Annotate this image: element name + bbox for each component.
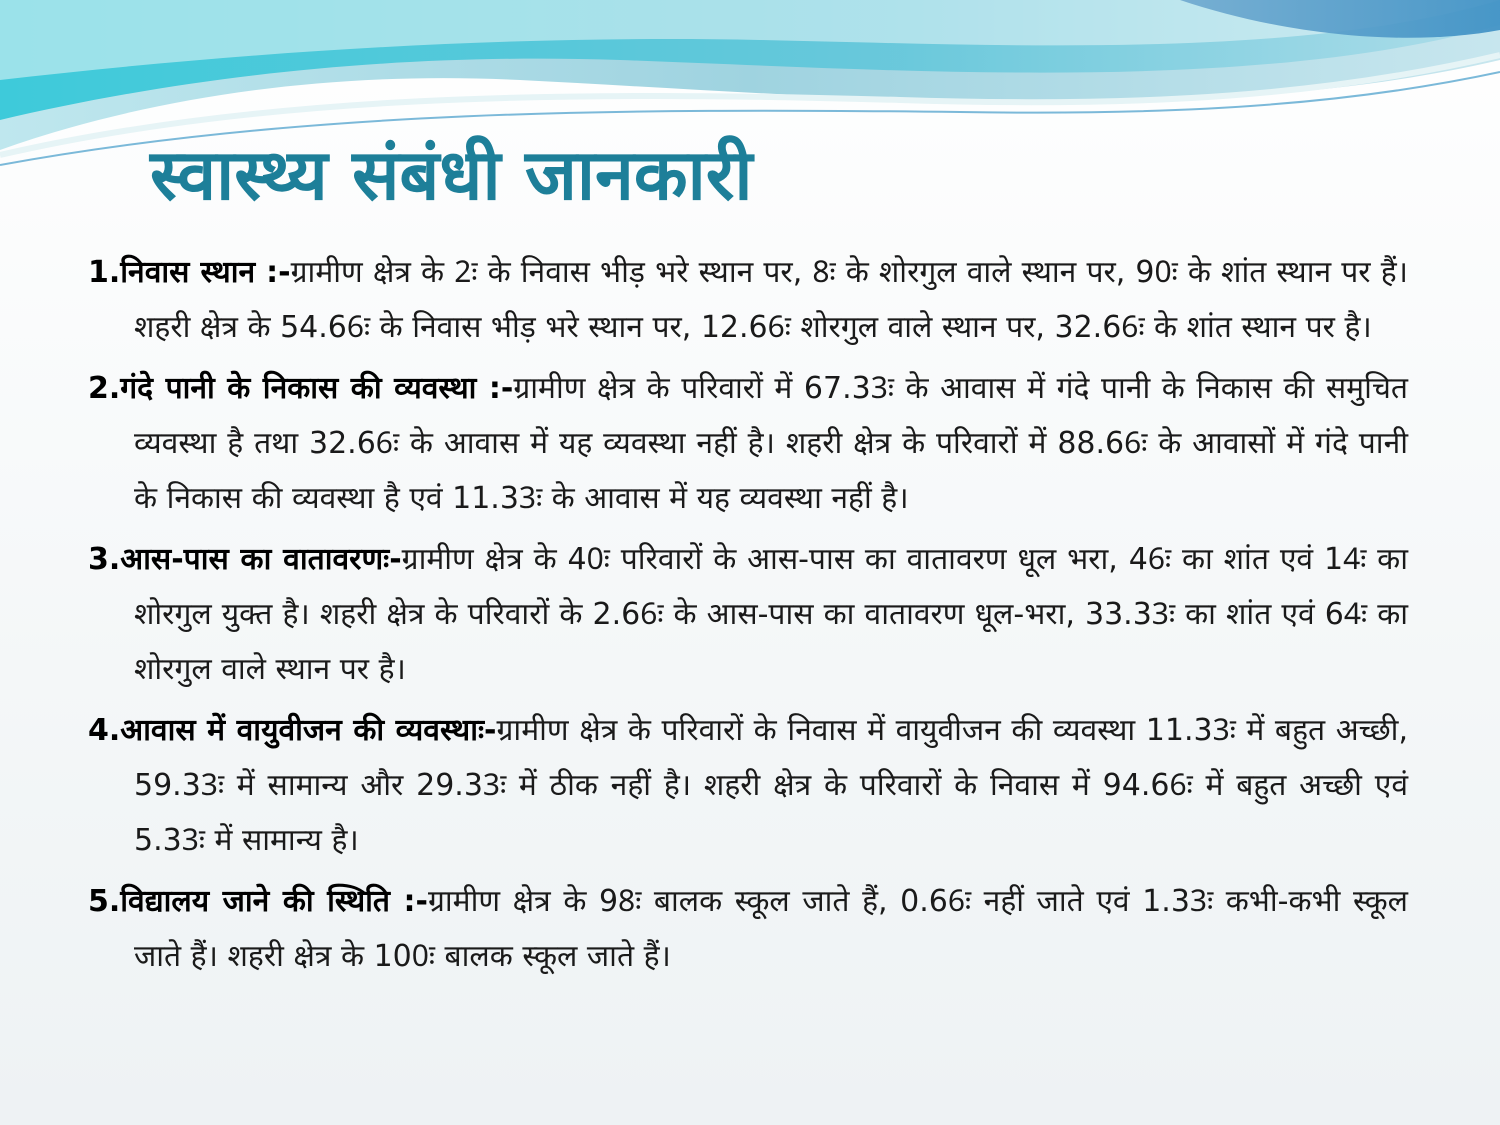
content-list xyxy=(88,245,1408,990)
item-label: 4.आवास में वायुवीजन की व्यवस्थाः- xyxy=(88,713,497,748)
item-text: ग्रामीण क्षेत्र के 98ः बालक स्कूल जाते हैं, 0.66ः नहीं जाते एवं 1.33ः कभी-कभी स्कूल जाते हैं। शहरी क्षेत्र के 100ः बालक स्कूल जाते हैं। xyxy=(134,884,1408,974)
list-item-residence xyxy=(88,245,1408,355)
item-label: 5.विद्यालय जाने की स्थिति :- xyxy=(88,884,428,919)
list-item-drainage xyxy=(88,361,1408,526)
list-item-school xyxy=(88,874,1408,984)
slide-title: स्वास्थ्य संबंधी जानकारी xyxy=(150,134,753,216)
item-text: ग्रामीण क्षेत्र के 2ः के निवास भीड़ भरे स्थान पर, 8ः के शोरगुल वाले स्थान पर, 90ः के शांत स्थान पर हैं। शहरी क्षेत्र के 54.66ः के निवास भीड़ भरे स्थान पर, 12.66ः शोरगुल वाले स्थान पर, 32.66ः के शांत स्थान पर है। xyxy=(134,255,1408,345)
list-item-surroundings xyxy=(88,532,1408,697)
item-label: 1.निवास स्थान :- xyxy=(88,255,291,290)
item-label: 2.गंदे पानी के निकास की व्यवस्था :- xyxy=(88,371,514,406)
item-text: ग्रामीण क्षेत्र के 40ः परिवारों के आस-पास का वातावरण धूल भरा, 46ः का शांत एवं 14ः का शोरगुल युक्त है। शहरी क्षेत्र के परिवारों के 2.66ः के आस-पास का वातावरण धूल-भरा, 33.33ः का शांत एवं 64ः का शोरगुल वाले स्थान पर है। xyxy=(134,542,1408,687)
list-item-ventilation xyxy=(88,703,1408,868)
item-text: ग्रामीण क्षेत्र के परिवारों में 67.33ः के आवास में गंदे पानी के निकास की समुचित व्यवस्था है तथा 32.66ः के आवास में यह व्यवस्था नहीं है। शहरी क्षेत्र के परिवारों में 88.66ः के आवासों में गंदे पानी के निकास की व्यवस्था है एवं 11.33ः के आवास में यह व्यवस्था नहीं है। xyxy=(134,371,1408,516)
item-text: ग्रामीण क्षेत्र के परिवारों के निवास में वायुवीजन की व्यवस्था 11.33ः में बहुत अच्छी, 59.33ः में सामान्य और 29.33ः में ठीक नहीं है। शहरी क्षेत्र के परिवारों के निवास में 94.66ः में बहुत अच्छी एवं 5.33ः में सामान्य है। xyxy=(134,713,1408,858)
item-label: 3.आस-पास का वातावरणः- xyxy=(88,542,402,577)
